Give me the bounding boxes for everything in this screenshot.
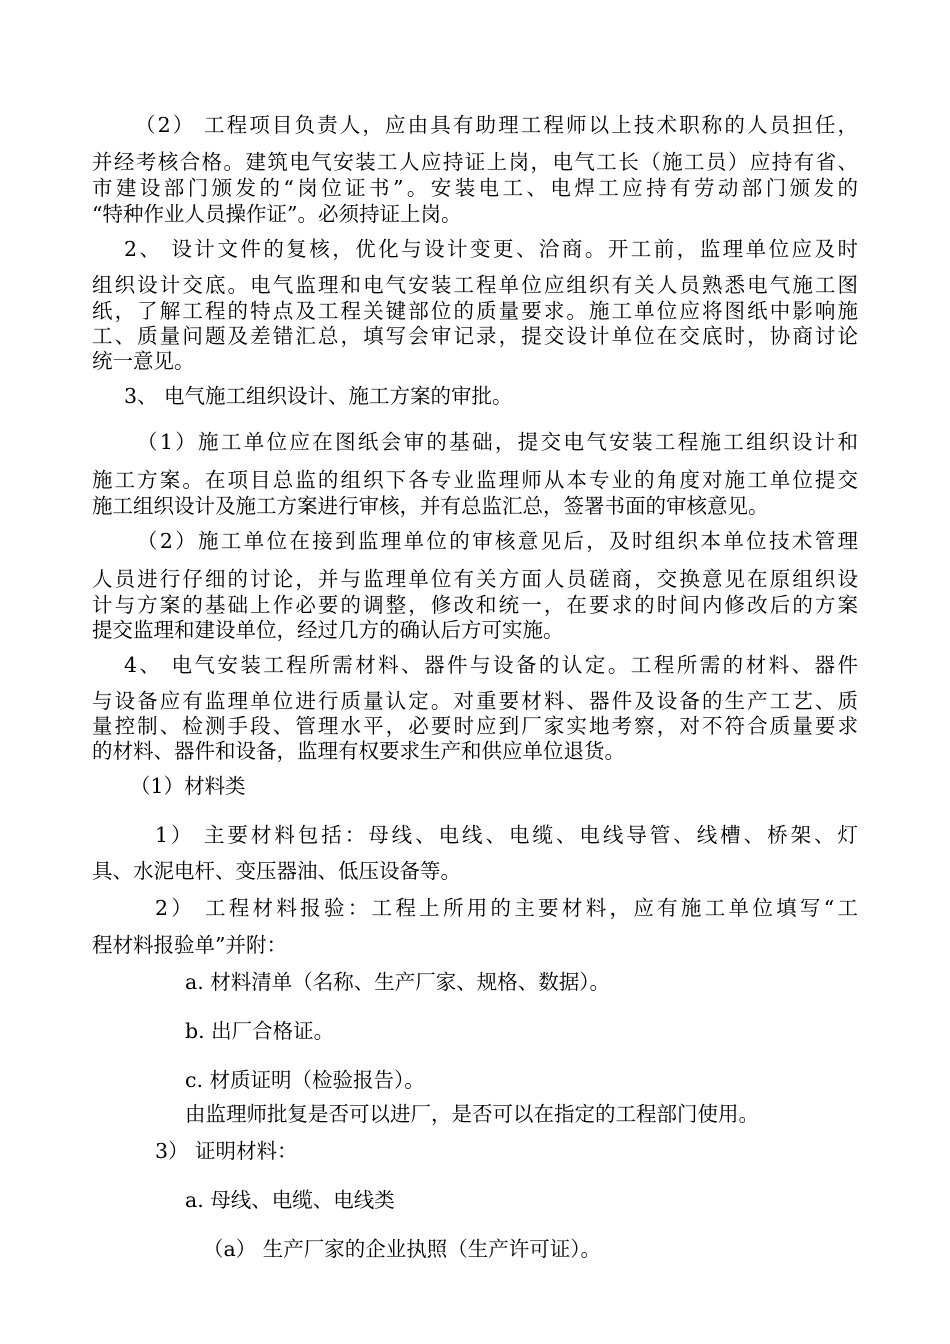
list-item: a. 母线、电缆、电线类	[185, 1188, 395, 1212]
paragraph-line: 施工组织设计及施工方案进行审核，并有总监汇总，签署书面的审核意见。	[92, 494, 769, 518]
paragraph-line: 人员进行仔细的讨论，并与监理单位有关方面人员磋商，交换意见在原组织设	[92, 567, 858, 591]
paragraph-line: 纸，了解工程的特点及工程关键部位的质量要求。施工单位应将图纸中影响施	[92, 299, 858, 323]
list-item: 1） 主要材料包括：母线、电线、电缆、电线导管、线槽、桥架、灯	[155, 823, 858, 847]
paragraph-line: 提交监理和建设单位，经过几方的确认后方可实施。	[92, 618, 564, 642]
paragraph-line: 统一意见。	[92, 349, 195, 373]
paragraph-line: 组织设计交底。电气监理和电气安装工程单位应组织有关人员熟悉电气施工图	[92, 273, 858, 297]
paragraph-line: 量控制、检测手段、管理水平，必要时应到厂家实地考察，对不符合质量要求	[92, 714, 858, 738]
paragraph-line: 的材料、器件和设备，监理有权要求生产和供应单位退货。	[92, 739, 625, 763]
section-heading: 4、 电气安装工程所需材料、器件与设备的认定。工程所需的材料、器件	[124, 653, 858, 677]
paragraph-line: 程材料报验单”并附：	[92, 933, 287, 957]
paragraph-line: （2） 工程项目负责人，应由具有助理工程师以上技术职称的人员担任，	[135, 113, 858, 137]
list-item: （a） 生产厂家的企业执照（生产许可证）。	[203, 1237, 601, 1261]
list-item: b. 出厂合格证。	[185, 1019, 335, 1043]
paragraph-line: 并经考核合格。建筑电气安装工人应持证上岗，电气工长（施工员）应持有省、	[92, 150, 858, 174]
paragraph-line: 工、质量问题及差错汇总，填写会审记录，提交设计单位在交底时，协商讨论	[92, 324, 858, 348]
list-item: a. 材料清单（名称、生产厂家、规格、数据）。	[185, 970, 611, 994]
section-heading: 3、 电气施工组织设计、施工方案的审批。	[124, 384, 513, 408]
paragraph-line: 市建设部门颁发的“岗位证书”。安装电工、电焊工应持有劳动部门颁发的	[92, 176, 858, 200]
subsection-heading: （1）材料类	[130, 774, 246, 798]
paragraph-line: 具、水泥电杆、变压器油、低压设备等。	[92, 859, 461, 883]
paragraph-line: 施工方案。在项目总监的组织下各专业监理师从本专业的角度对施工单位提交	[92, 468, 858, 492]
paragraph-line: 与设备应有监理单位进行质量认定。对重要材料、器件及设备的生产工艺、质	[92, 689, 858, 713]
list-item: c. 材质证明（检验报告）。	[185, 1068, 425, 1092]
list-item: 3） 证明材料：	[155, 1139, 298, 1163]
section-heading: 2、 设计文件的复核，优化与设计变更、洽商。开工前，监理单位应及时	[124, 237, 858, 261]
paragraph-line: （1）施工单位应在图纸会审的基础，提交电气安装工程施工组织设计和	[137, 430, 858, 454]
list-item: 2） 工程材料报验：工程上所用的主要材料，应有施工单位填写“工	[155, 896, 858, 920]
paragraph-line: “特种作业人员操作证”。必须持证上岗。	[92, 202, 462, 226]
paragraph-line: 由监理师批复是否可以进厂，是否可以在指定的工程部门使用。	[185, 1102, 759, 1126]
paragraph-line: 计与方案的基础上作必要的调整，修改和统一，在要求的时间内修改后的方案	[92, 593, 858, 617]
paragraph-line: （2）施工单位在接到监理单位的审核意见后，及时组织本单位技术管理	[137, 529, 858, 553]
